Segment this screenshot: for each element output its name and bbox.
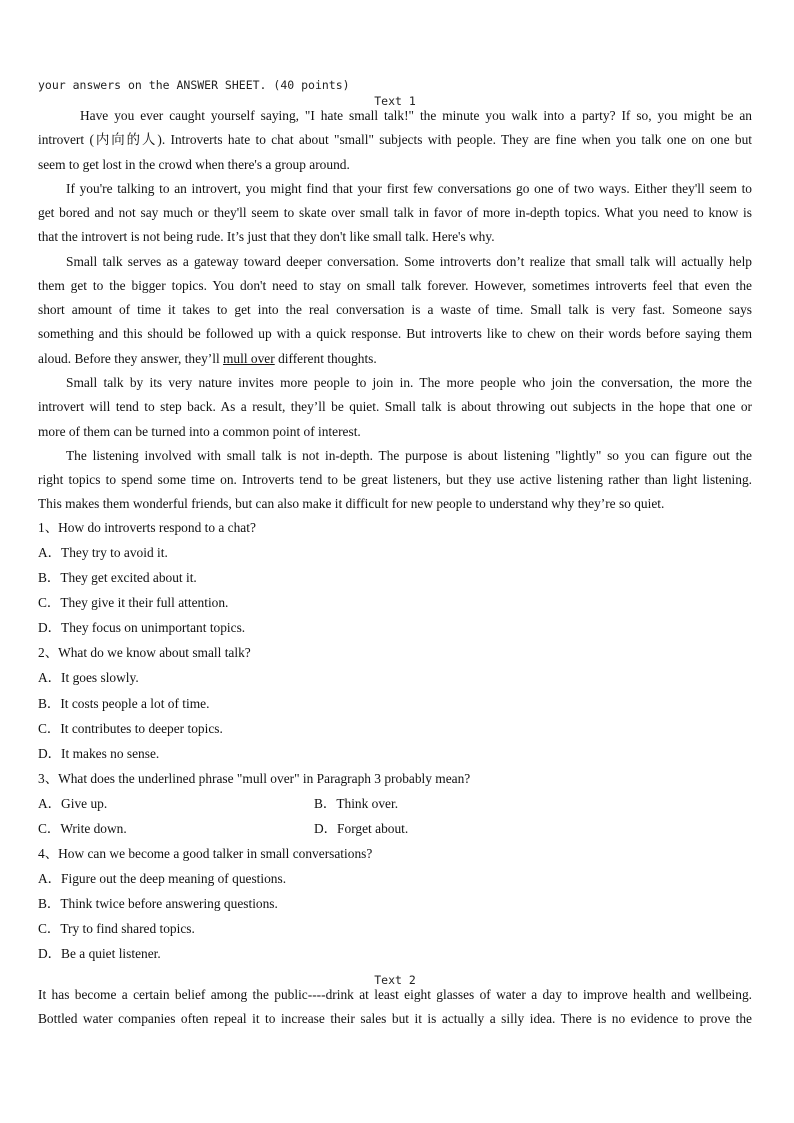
paragraph-line: more of them can be turned into a common point of interest. (38, 423, 361, 439)
text1-title: Text 1 (374, 94, 416, 108)
paragraph-line: If you're talking to an introvert, you might find that your first few conversations go one of two ways. Either they'll seem to (66, 180, 752, 196)
text2-line: Bottled water companies often repeal it to increase their sales but it is actually a silly idea. There is no evidence to prove the (38, 1011, 752, 1026)
text2-title: Text 2 (374, 973, 416, 987)
answer-option[interactable]: D．It makes no sense. (38, 745, 160, 761)
answer-option[interactable]: B．It costs people a lot of time. (38, 695, 210, 711)
paragraph-line: right topics to spend some time on. Introverts tend to be great listeners, but they use active listening rather than light listening. (38, 472, 752, 488)
paragraph-line-with-underline (38, 351, 752, 367)
answer-option[interactable]: D．Be a quiet listener. (38, 946, 161, 962)
paragraph-line: that the introvert is not being rude. It’s just that they don't like small talk. Here's why. (38, 229, 495, 245)
paragraph-line: seem to get lost in the crowd when there's a group around. (38, 156, 350, 172)
paragraph-line: short amount of time it takes to get into the real conversation is a waste of time. Small talk is very fast. Someone says (38, 302, 752, 318)
question-text: 2、What do we know about small talk? (38, 645, 251, 661)
paragraph-line: get bored and not say much or they'll seem to skate over small talk in favor of more in-depth topics. What you need to know is (38, 205, 752, 221)
answer-option[interactable]: B．Think twice before answering questions. (38, 896, 278, 912)
paragraph-line: Have you ever caught yourself saying, "I hate small talk!" the minute you walk into a party? If so, you might be an (80, 108, 752, 123)
question-text: 1、How do introverts respond to a chat? (38, 520, 256, 535)
question-text: 4、How can we become a good talker in small conversations? (38, 846, 373, 862)
answer-option[interactable]: A．It goes slowly. (38, 670, 139, 686)
paragraph-line: Small talk serves as a gateway toward deeper conversation. Some introverts don’t realize that small talk will actually help (66, 253, 752, 269)
answer-option[interactable]: C．Try to find shared topics. (38, 921, 195, 937)
paragraph-line: them get to the bigger topics. You don't need to stay on small talk forever. However, sometimes introverts feel that even the (38, 277, 752, 293)
answer-option[interactable]: A．Figure out the deep meaning of questions. (38, 871, 287, 887)
instructions-header: your answers on the ANSWER SHEET. (40 points) (38, 78, 350, 92)
answer-option[interactable]: D．Forget about. (314, 820, 409, 836)
answer-option[interactable]: B．They get excited about it. (38, 570, 197, 586)
paragraph-line: The listening involved with small talk is not in-depth. The purpose is about listening "lightly" so you can figure out the (66, 447, 752, 463)
underlined-phrase: mull over (223, 350, 275, 366)
paragraph-line: introvert (内向的人). Introverts hate to chat about "small" subjects with people. They are fine when you talk one on one but (38, 132, 752, 148)
text-segment: different thoughts. (274, 350, 377, 366)
answer-option[interactable]: C．Write down. (38, 820, 127, 836)
text2-line: It has become a certain belief among the public----drink at least eight glasses of water a day to improve health and wellbeing. (38, 987, 752, 1002)
question-text: 3、What does the underlined phrase "mull over" in Paragraph 3 probably mean? (38, 770, 471, 786)
paragraph-line: something and this should be followed up with a quick response. But introverts like to chew on their words before saying them (38, 326, 752, 342)
paragraph-line: introvert will tend to step back. As a result, they’ll be quiet. Small talk is about throwing out subjects in the hope that one or (38, 399, 752, 415)
answer-option[interactable]: C．They give it their full attention. (38, 595, 229, 611)
text-segment: aloud. Before they answer, they’ll (38, 350, 224, 366)
answer-option[interactable]: D．They focus on unimportant topics. (38, 620, 246, 636)
paragraph-line: This makes them wonderful friends, but can also make it difficult for new people to understand why they’re so quiet. (38, 496, 665, 512)
paragraph-line: Small talk by its very nature invites more people to join in. The more people who join the conversation, the more the (66, 374, 752, 390)
answer-option[interactable]: A．Give up. (38, 795, 108, 811)
answer-option[interactable]: C．It contributes to deeper topics. (38, 720, 223, 736)
answer-option[interactable]: A．They try to avoid it. (38, 545, 168, 561)
answer-option[interactable]: B．Think over. (314, 795, 399, 811)
